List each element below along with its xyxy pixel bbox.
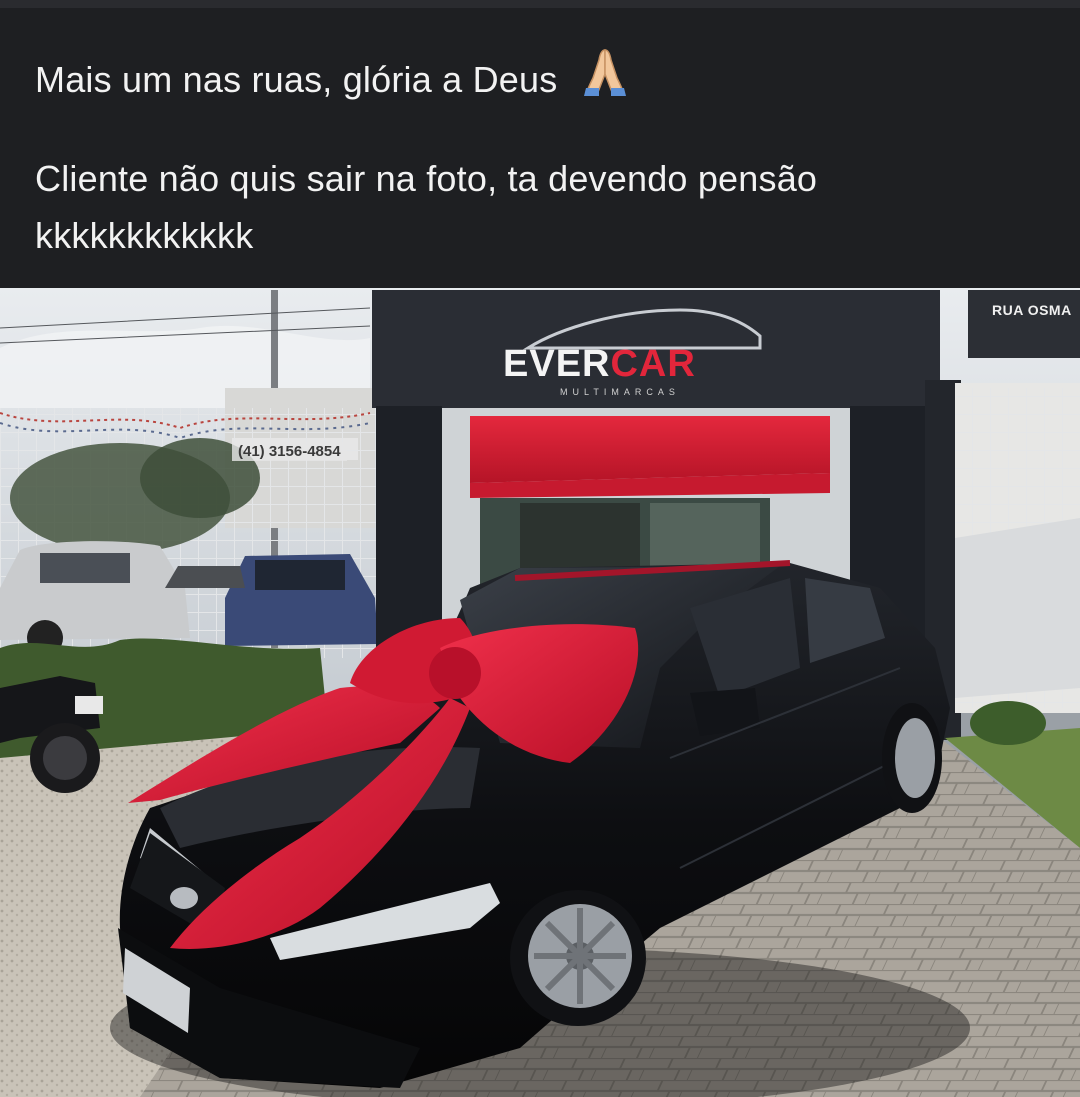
photo-scene xyxy=(0,288,1080,1097)
top-bar xyxy=(0,0,1080,8)
post-caption xyxy=(0,8,1080,288)
caption-line-3: kkkkkkkkkkkk xyxy=(35,215,254,256)
store-brand-part2: CAR xyxy=(610,343,696,385)
store-brand xyxy=(503,343,696,386)
honda-logo xyxy=(170,887,198,909)
red-tent xyxy=(470,416,830,483)
store-brand-part1: EVER xyxy=(503,343,611,385)
post-photo[interactable] xyxy=(0,288,1080,1097)
store-brand-subtitle: MULTIMARCAS xyxy=(560,387,680,397)
caption-line-2: Cliente não quis sair na foto, ta devendo pensão xyxy=(35,158,818,199)
phone-sign-text: (41) 3156-4854 xyxy=(232,442,347,461)
street-sign xyxy=(968,290,1080,358)
caption-line-1 xyxy=(35,44,632,107)
street-sign-text: RUA OSMA xyxy=(992,302,1072,318)
caption-line-1-text: Mais um nas ruas, glória a Deus xyxy=(35,59,558,100)
folded-hands-icon xyxy=(578,44,632,107)
